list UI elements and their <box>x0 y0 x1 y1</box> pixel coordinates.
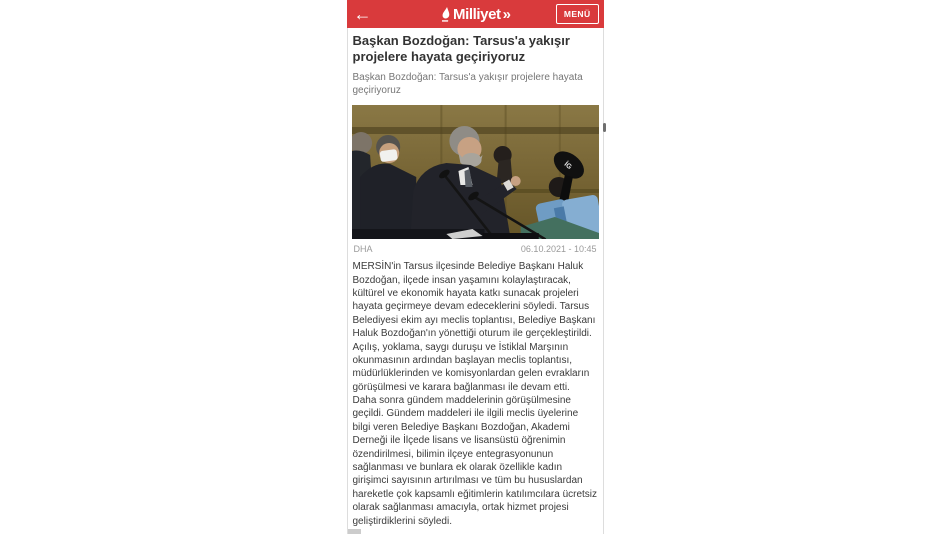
photo-meta-row <box>352 239 599 260</box>
scroll-indicator[interactable] <box>603 123 606 132</box>
article-paragraph-1: MERSİN'in Tarsus ilçesinde Belediye Başkanı Haluk Bozdoğan, ilçede insan yaşamını kolaylaştıracak, kültürel ve ekonomik hayata katkı sunacak projeleri hayata geçirmeye devam edeceklerini söyledi. Tarsus Belediyesi ekim ayı meclis toplantısı, Belediye Başkanı Haluk Bozdoğan'ın yönettiği oturum ile gerçekleştirildi. Açılış, yoklama, saygı duruşu ve İstiklal Marşının okunmasının ardından başlayan meclis toplantısı, müdürlüklerinden ve komisyonlardan gelen evrakların görüşülmesi ve karara bağlanması ile devam etti. <box>352 261 596 393</box>
article-datetime: 06.10.2021 - 10:45 <box>520 244 597 255</box>
article-title: Başkan Bozdoğan: Tarsus'a yakışır projelere hayata geçiriyoruz <box>352 33 570 64</box>
article-viewport <box>347 0 604 534</box>
back-arrow-icon: ← <box>353 4 372 24</box>
brand-logo[interactable] <box>442 6 508 23</box>
article-content <box>347 28 604 534</box>
brand-chevrons-icon: » <box>502 5 508 23</box>
photo-source: DHA <box>353 244 373 255</box>
back-button[interactable] <box>352 5 374 23</box>
app-header <box>347 0 604 28</box>
article-photo[interactable] <box>352 105 599 239</box>
article-subtitle: Başkan Bozdoğan: Tarsus'a yakışır projelere hayata geçiriyoruz <box>352 72 583 97</box>
partial-element-cutoff <box>348 529 361 534</box>
menu-button[interactable]: MENÜ <box>556 4 599 24</box>
brand-name: Milliyet <box>453 5 501 23</box>
article-paragraph-2: Daha sonra gündem maddelerinin görüşülmesine geçildi. Gündem maddeleri ile ilgili meclis üyelerine bilgi veren Belediye Başkanı Bozdoğan, Akademi Derneği ile İlçede lisans ve lisansüstü öğrenimin özendirilmesi, bilimin ilçeye entegrasyonunun sağlanması ve bunlara ek olarak özellikle kadın girişimci sayısının artırılması ve tüm bu hususlardan hareketle çok kapsamlı eğitimlerin katılımcılara ücretsiz olarak sağlanması amacıyla, ortak hizmet projesi geliştirdiklerini söyledi. <box>352 395 598 527</box>
milliyet-flame-icon <box>442 7 451 22</box>
svg-text:İG: İG <box>562 161 573 172</box>
